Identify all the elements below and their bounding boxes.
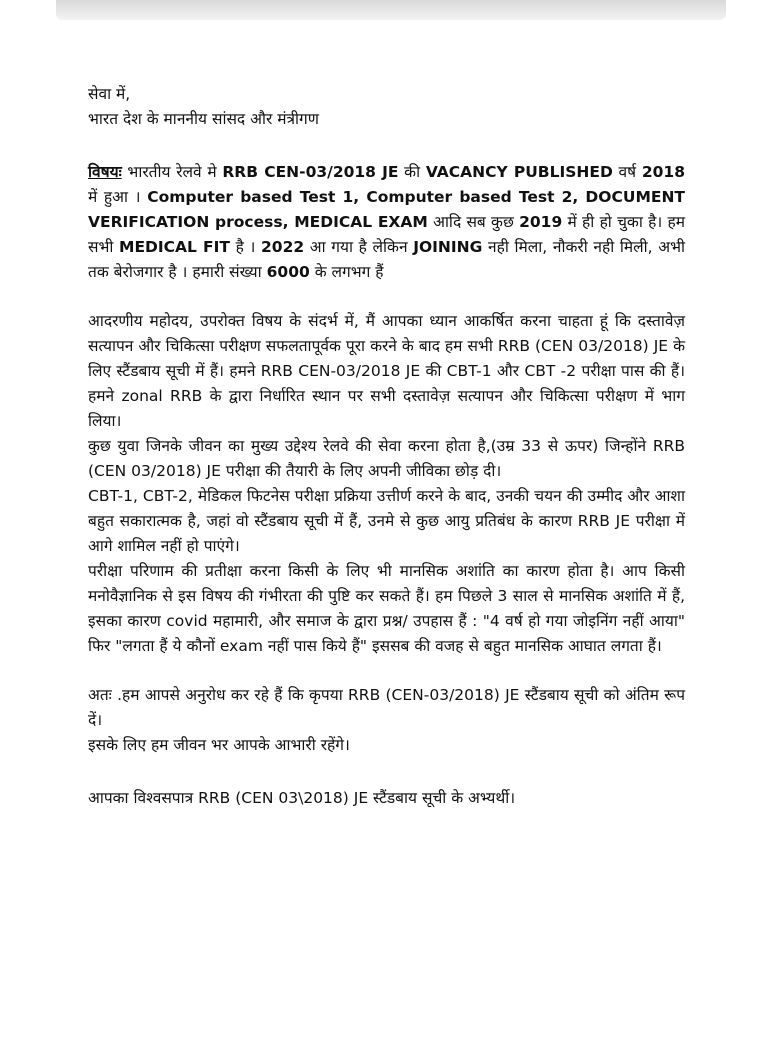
subject-bold: RRB CEN-03/2018 JE	[222, 163, 399, 181]
salutation	[88, 82, 685, 132]
subject-text: के लगभग हैं	[309, 263, 384, 281]
letter-document	[88, 82, 685, 811]
subject-label: विषयः	[88, 163, 122, 181]
body-paragraph-3: CBT-1, CBT-2, मेडिकल फिटनेस परीक्षा प्रक्रिया उत्तीर्ण करने के बाद, उनकी चयन की उम्मीद और आशा बहुत सकारात्मक है, जहां वो स्टैंडबाय सूची में हैं, उनमे से कुछ आयु प्रतिबंध के कारण RRB JE परीक्षा में आगे शामिल नहीं हो पाएंगे।	[88, 487, 685, 555]
subject-bold: 2022	[261, 238, 305, 256]
body-paragraph-1: आदरणीय महोदय, उपरोक्त विषय के संदर्भ में, मैं आपका ध्यान आकर्षित करना चाहता हूं कि दस्तावेज़ सत्यापन और चिकित्सा परीक्षण सफलतापूर्वक पूरा करने के बाद हम सभी RRB (CEN 03/2018) JE के लिए स्टैंडबाय सूची में हैं। हमने RRB CEN-03/2018 JE की CBT-1 और CBT -2 परीक्षा पास की हैं। हमने zonal RRB के द्वारा निर्धारित स्थान पर सभी दस्तावेज़ सत्यापन और चिकित्सा परीक्षण में भाग लिया।	[88, 312, 685, 430]
subject-text: में हुआ ।	[88, 188, 148, 206]
body-paragraph-4: परीक्षा परिणाम की प्रतीक्षा करना किसी के लिए भी मानसिक अशांति का कारण होता है। आप किसी मनोवैज्ञानिक से इस विषय की गंभीरता की पुष्टि कर सकते हैं। हम पिछले 3 साल से मानसिक अशांति में हैं, इसका कारण covid महामारी, और समाज के द्वारा प्रश्न/ उपहास हैं : "4 वर्ष हो गया जोइनिंग नहीं आया" फिर "लगता हैं ये कौनों exam नहीं पास किये हैं" इससब की वजह से बहुत मानसिक आघात लगता हैं।	[88, 562, 685, 655]
closing-signature: आपका विश्वसपात्र RRB (CEN 03\2018) JE स्टैंडबाय सूची के अभ्यर्थी।	[88, 789, 516, 807]
salutation-line-2: भारत देश के माननीय सांसद और मंत्रीगण	[88, 110, 319, 128]
subject-bold: Computer based Test 1, Computer based Test 2, DOCUMENT VERIFICATION process, MEDICAL EXAM	[88, 188, 685, 231]
subject-paragraph	[88, 160, 685, 285]
subject-bold: VACANCY PUBLISHED	[425, 163, 613, 181]
page-top-shadow	[56, 0, 726, 20]
subject-text: भारतीय रेलवे मे	[121, 163, 223, 181]
salutation-line-1: सेवा में,	[88, 85, 131, 103]
subject-text: है ।	[229, 238, 261, 256]
request-paragraph: अतः .हम आपसे अनुरोध कर रहे हैं कि कृपया RRB (CEN-03/2018) JE स्टैंडबाय सूची को अंतिम रूप दें।	[88, 686, 685, 729]
subject-bold: 6000	[266, 263, 310, 281]
subject-text: वर्ष	[612, 163, 642, 181]
subject-bold: MEDICAL FIT	[119, 238, 230, 256]
subject-text: आ गया है लेकिन	[304, 238, 414, 256]
subject-bold: 2018	[641, 163, 685, 181]
thanks-line: इसके लिए हम जीवन भर आपके आभारी रहेंगे।	[88, 736, 350, 754]
subject-text: नही मिला, नौकरी नही मिली, अभी तक बेरोजगार है । हमारी संख्या	[88, 238, 685, 281]
subject-text: में ही हो चुका है। हम सभी	[88, 213, 685, 256]
subject-text: आदि सब कुछ	[427, 213, 520, 231]
body-paragraph-2: कुछ युवा जिनके जीवन का मुख्य उद्देश्य रेलवे की सेवा करना होता है,(उम्र 33 से ऊपर) जिन्होंने RRB (CEN 03/2018) JE परीक्षा की तैयारी के लिए अपनी जीविका छोड़ दी।	[88, 437, 685, 480]
subject-bold: JOINING	[413, 238, 483, 256]
subject-text: की	[398, 163, 426, 181]
subject-bold: 2019	[519, 213, 563, 231]
